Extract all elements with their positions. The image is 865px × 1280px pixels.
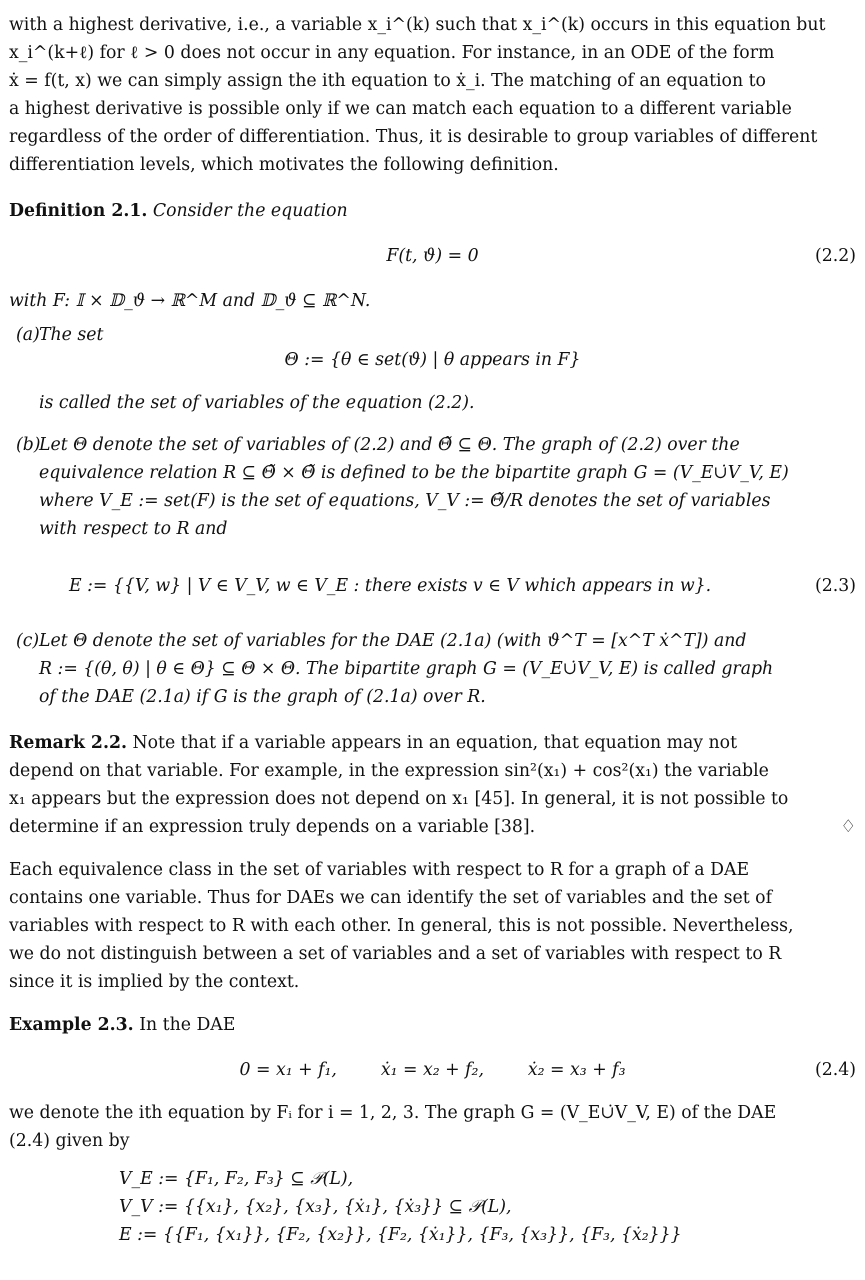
theta-definition-body: Θ := {θ ∈ set(ϑ) | θ appears in F} (284, 350, 581, 370)
item-b-line-3: where V_E := set(F) is the set of equations, V_V := Θ̃/R denotes the set of variables (39, 491, 771, 511)
remark-heading: Remark 2.2. (9, 733, 128, 753)
intro-line-6: differentiation levels, which motivates the following definition. (9, 155, 559, 175)
equation-2-3 (9, 573, 856, 603)
definition-heading: Definition 2.1. (9, 201, 148, 221)
remark-end-diamond-icon: ♢ (840, 817, 856, 837)
item-c-text (39, 628, 856, 712)
paper-page (9, 0, 856, 1280)
item-a-text: The set (39, 325, 104, 345)
equation-2-2-body: F(t, ϑ) = 0 (386, 246, 479, 266)
definition-with-line: with F: 𝕀 × 𝔻_ϑ → ℝ^M and 𝔻_ϑ ⊆ ℝ^N. (9, 291, 371, 311)
example-lead: In the DAE (139, 1015, 236, 1035)
item-b-label: (b) (16, 435, 41, 455)
intro-line-4: a highest derivative is possible only if we can match each equation to a different variable (9, 99, 792, 119)
remark-line-3: x₁ appears but the expression does not depend on x₁ [45]. In general, it is not possible to (9, 789, 789, 809)
para-line-1: Each equivalence class in the set of variables with respect to R for a graph of a DAE (9, 860, 750, 880)
item-c-line-2: R := {(θ, θ) | θ ∈ Θ} ⊆ Θ × Θ. The bipartite graph G = (V_E∪̇V_V, E) is called graph (39, 659, 774, 679)
remark-line-1 (9, 730, 856, 758)
example-heading-line (9, 1012, 856, 1040)
para-line-2: contains one variable. Thus for DAEs we can identify the set of variables and the set of (9, 888, 772, 908)
vertex-set-variables: V_V := {{x₁}, {x₂}, {x₃}, {ẋ₁}, {ẋ₃}} ⊆ 𝒫(L), (119, 1197, 512, 1217)
graph-set-definitions (119, 1166, 856, 1250)
vertex-set-equations: V_E := {F₁, F₂, F₃} ⊆ 𝒫(L), (119, 1169, 354, 1189)
item-c-label: (c) (16, 631, 40, 651)
intro-line-5: regardless of the order of differentiation. Thus, it is desirable to group variables of different (9, 127, 818, 147)
intro-line-3: ẋ = f(t, x) we can simply assign the ith equation to ẋ_i. The matching of an equation to (9, 71, 766, 91)
equation-2-3-tag: (2.3) (815, 576, 856, 596)
item-a-after: is called the set of variables of the equation (2.2). (39, 393, 475, 413)
example-heading: Example 2.3. (9, 1015, 134, 1035)
intro-line-1: with a highest derivative, i.e., a variable x_i^(k) such that x_i^(k) occurs in this equation but (9, 15, 826, 35)
equation-2-3-body: E := {{V, w} | V ∈ V_V, w ∈ V_E : there exists v ∈ V which appears in w}. (69, 576, 712, 596)
item-c-line-1: Let Θ denote the set of variables for the DAE (2.1a) (with ϑ^T = [x^T ẋ^T]) and (39, 631, 747, 651)
example-line-1: we denote the ith equation by Fᵢ for i = 1, 2, 3. The graph G = (V_E∪̇V_V, E) of the DAE (9, 1103, 777, 1123)
intro-paragraph (9, 12, 856, 180)
remark-line-4 (9, 814, 856, 842)
item-b-line-4: with respect to R and (39, 519, 228, 539)
equation-2-4-tag: (2.4) (815, 1060, 856, 1080)
definition-item-c (9, 628, 856, 712)
equation-2-4-body: 0 = x₁ + f₁, ẋ₁ = x₂ + f₂, ẋ₂ = x₃ + f₃ (239, 1060, 626, 1080)
remark-line-1-text: Note that if a variable appears in an equation, that equation may not (132, 733, 738, 753)
equation-2-2-tag: (2.2) (815, 246, 856, 266)
theta-definition-equation (9, 347, 856, 377)
remark-line-4-text: determine if an expression truly depends on a variable [38]. (9, 817, 536, 837)
remark-line-2: depend on that variable. For example, in the expression sin²(x₁) + cos²(x₁) the variable (9, 761, 769, 781)
body-paragraph (9, 857, 856, 997)
definition-heading-line (9, 198, 856, 226)
definition-item-b (9, 432, 856, 544)
item-b-text (39, 432, 856, 544)
definition-lead: Consider the equation (152, 201, 348, 221)
item-b-line-1: Let Θ denote the set of variables of (2.2) and Θ̃ ⊆ Θ. The graph of (2.2) over the (39, 435, 740, 455)
item-a-label: (a) (16, 325, 40, 345)
item-c-line-3: of the DAE (2.1a) if G is the graph of (2.1a) over R. (39, 687, 486, 707)
para-line-3: variables with respect to R with each other. In general, this is not possible. Nevertheless, (9, 916, 794, 936)
example-line-2: (2.4) given by (9, 1131, 130, 1151)
example-text (9, 1100, 856, 1156)
intro-line-2: x_i^(k+ℓ) for ℓ > 0 does not occur in any equation. For instance, in an ODE of the form (9, 43, 775, 63)
para-line-4: we do not distinguish between a set of variables and a set of variables with respect to R (9, 944, 782, 964)
item-b-line-2: equivalence relation R ⊆ Θ̃ × Θ̃ is defined to be the bipartite graph G = (V_E∪̇V_V, E) (39, 463, 789, 483)
edge-set: E := {{F₁, {x₁}}, {F₂, {x₂}}, {F₂, {ẋ₁}}, {F₃, {x₃}}, {F₃, {ẋ₂}}} (119, 1225, 682, 1245)
remark-paragraph (9, 730, 856, 842)
para-line-5: since it is implied by the context. (9, 972, 300, 992)
equation-2-4 (9, 1057, 856, 1087)
equation-2-2 (9, 243, 856, 273)
